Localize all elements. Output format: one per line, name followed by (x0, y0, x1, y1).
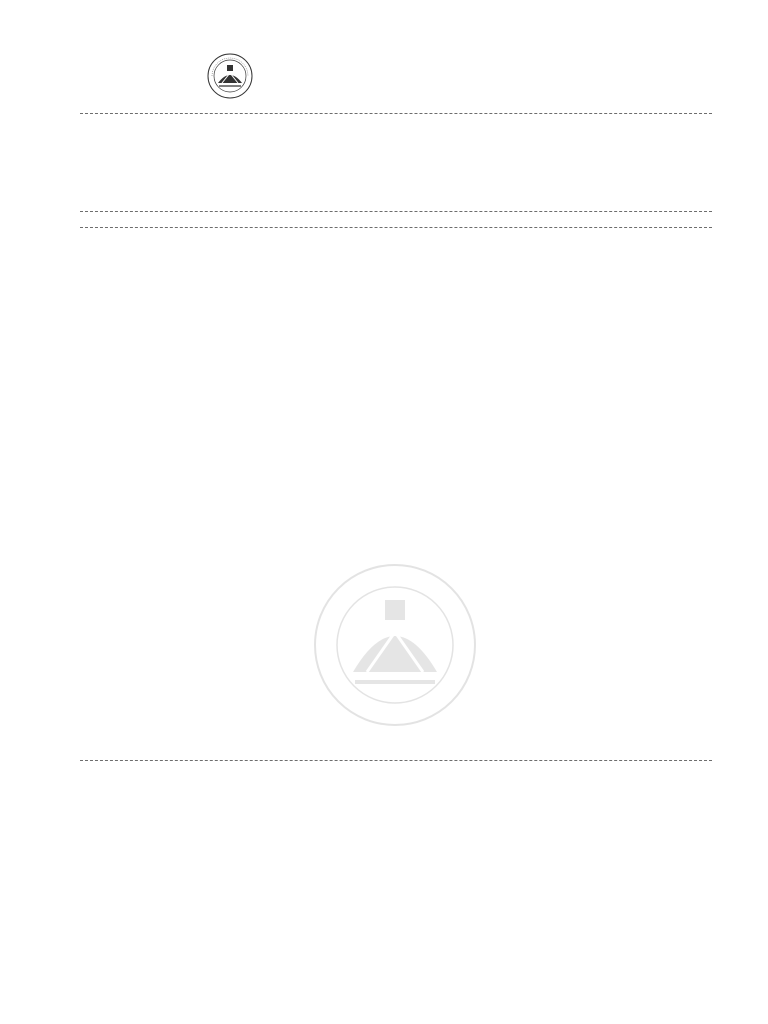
qr-code-icon (371, 776, 423, 828)
header-divider (80, 113, 712, 114)
university-logo-icon (207, 53, 253, 99)
info-row-advisor (82, 175, 176, 184)
info-row-npm (82, 163, 176, 172)
info-row-faculty (445, 150, 576, 159)
info-row-name (82, 150, 176, 159)
table-top-divider (80, 211, 712, 212)
info-row-ipk (82, 188, 176, 197)
table-bottom-divider (80, 760, 712, 761)
info-row-study-program (445, 175, 576, 184)
info-row-total-credits (445, 188, 576, 197)
table-header-divider (80, 227, 712, 228)
course-table (81, 230, 721, 755)
info-row-department (445, 163, 576, 172)
